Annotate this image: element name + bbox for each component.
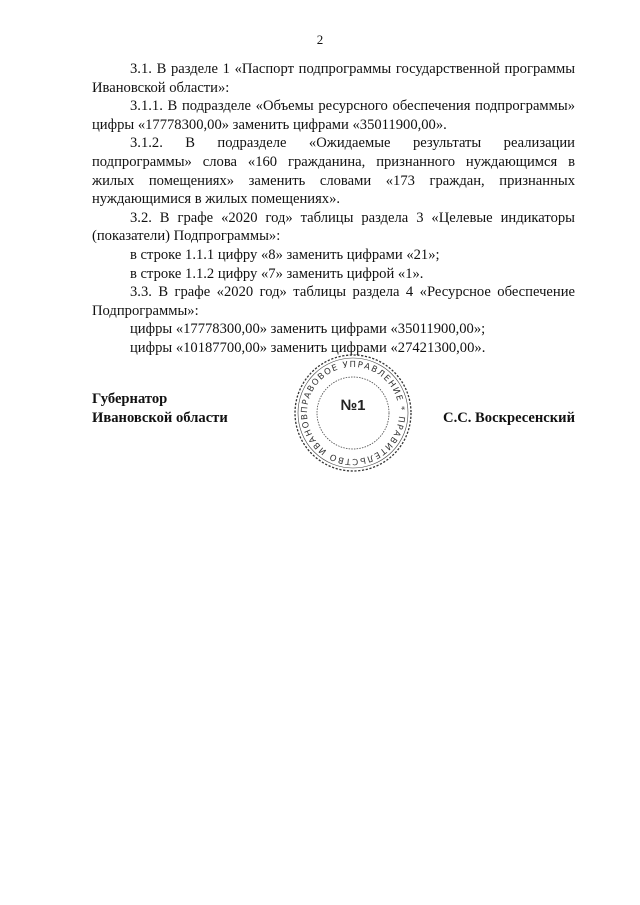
document-body (92, 60, 575, 358)
paragraph-3-1-1: 3.1.1. В подразделе «Объемы ресурсного обеспечения подпрограммы» цифры «17778300,00» заменить цифрами «35011900,00». (92, 98, 575, 133)
paragraph-row-1-1-1: в строке 1.1.1 цифру «8» заменить цифрами «21»; (130, 246, 440, 263)
paragraph-3-2: 3.2. В графе «2020 год» таблицы раздела 3 «Целевые индикаторы (показатели) Подпрограммы»: (92, 209, 575, 245)
paragraph-3-1-2: 3.1.2. В подразделе «Ожидаемые результаты реализации подпрограммы» слова «160 гражданина, признанного нуждающимся в жилых помещениях» заменить словами «173 граждан, признанных нуждающимися в жилых помещениях». (92, 135, 575, 208)
signatory-title-line-2: Ивановской области (92, 410, 228, 426)
signatory-name: С.С. Воскресенский (443, 410, 575, 426)
official-seal (291, 351, 415, 475)
paragraph-3-3: 3.3. В графе «2020 год» таблицы раздела 4 «Ресурсное обеспечение Подпрограммы»: (92, 284, 575, 319)
paragraph-figures-2: цифры «10187700,00» заменить цифрами «27421300,00». (130, 339, 486, 356)
paragraph-3-1: 3.1. В разделе 1 «Паспорт подпрограммы государственной программы Ивановской области»: (92, 61, 575, 96)
seal-number: №1 (340, 397, 366, 414)
page-number: 2 (316, 32, 324, 47)
paragraph-row-1-1-2: в строке 1.1.2 цифру «7» заменить цифрой «1». (130, 265, 424, 282)
signatory-title-line-1: Губернатор (92, 391, 168, 407)
paragraph-figures-1: цифры «17778300,00» заменить цифрами «35011900,00»; (130, 321, 486, 338)
seal-ring-text: ПРАВОВОЕ УПРАВЛЕНИЕ * ПРАВИТЕЛЬСТВО ИВАНОВ (299, 359, 407, 467)
